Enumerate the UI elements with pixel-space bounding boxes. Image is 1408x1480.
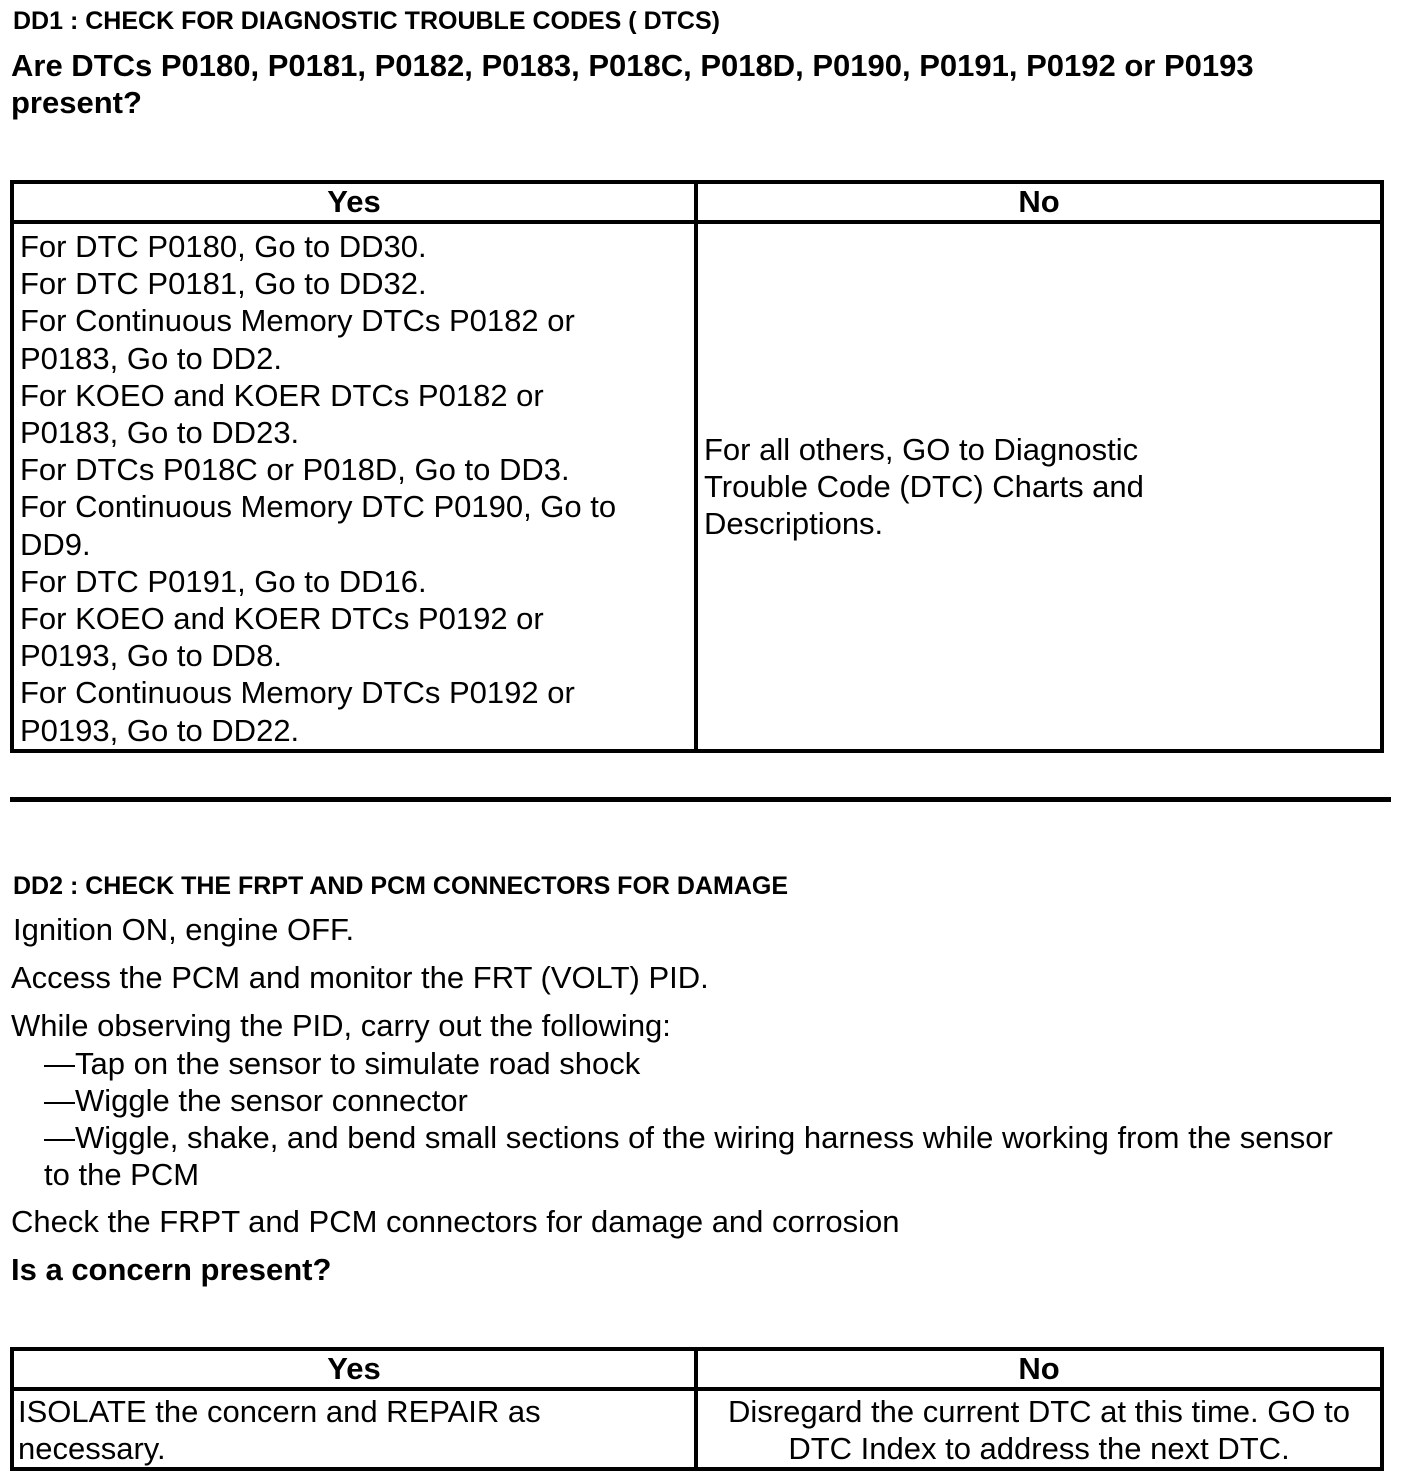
dd1-yes-line: For Continuous Memory DTCs P0192 or bbox=[20, 675, 575, 711]
dd2-bullet-item: —Wiggle the sensor connector bbox=[44, 1083, 468, 1118]
dd1-yes-line: For DTC P0181, Go to DD32. bbox=[20, 266, 427, 302]
dd1-no-cell bbox=[696, 222, 1382, 751]
dd1-yes-line: For DTC P0180, Go to DD30. bbox=[20, 229, 427, 264]
dd2-yes-no-table bbox=[10, 1347, 1384, 1471]
dd2-yes-header: Yes bbox=[12, 1349, 696, 1389]
dd1-yes-line: DD9. bbox=[20, 526, 91, 562]
dd1-question: Are DTCs P0180, P0181, P0182, P0183, P018C, P018D, P0190, P0191, P0192 or P0193 present? bbox=[11, 48, 1254, 120]
dd1-no-header: No bbox=[696, 182, 1382, 222]
dd1-step-heading: DD1 : CHECK FOR DIAGNOSTIC TROUBLE CODES ( DTCS) bbox=[13, 7, 720, 35]
dd2-yes-cell bbox=[12, 1389, 696, 1469]
dd1-yes-line: For KOEO and KOER DTCs P0182 or bbox=[20, 377, 544, 413]
dd2-no-line: DTC Index to address the next DTC. bbox=[788, 1431, 1290, 1466]
dd1-yes-line: P0193, Go to DD8. bbox=[20, 638, 282, 674]
section-divider bbox=[10, 797, 1391, 802]
dd2-bullet-item: —Tap on the sensor to simulate road shock bbox=[44, 1046, 641, 1081]
dd1-yes-cell bbox=[12, 222, 696, 751]
dd1-yes-line: P0183, Go to DD23. bbox=[20, 415, 300, 451]
dd2-instruction-check-connectors: Check the FRPT and PCM connectors for damage and corrosion bbox=[11, 1204, 900, 1239]
dd1-yes-line: P0193, Go to DD22. bbox=[20, 712, 300, 748]
dd1-yes-line: P0183, Go to DD2. bbox=[20, 340, 282, 376]
dd2-question: Is a concern present? bbox=[11, 1252, 332, 1287]
dd1-yes-line: For Continuous Memory DTCs P0182 or bbox=[20, 303, 575, 339]
dd1-no-line: Trouble Code (DTC) Charts and bbox=[704, 468, 1144, 504]
dd1-yes-line: For DTCs P018C or P018D, Go to DD3. bbox=[20, 452, 570, 488]
dd1-no-line: For all others, GO to Diagnostic bbox=[704, 431, 1139, 467]
dd2-instruction-access-pcm: Access the PCM and monitor the FRT (VOLT) PID. bbox=[11, 960, 709, 995]
dd1-yes-line: For DTC P0191, Go to DD16. bbox=[20, 563, 427, 599]
dd2-yes-line: ISOLATE the concern and REPAIR as bbox=[18, 1394, 541, 1429]
dd1-yes-no-table bbox=[10, 180, 1384, 753]
dd1-no-line: Descriptions. bbox=[704, 506, 884, 542]
dd2-yes-line: necessary. bbox=[18, 1431, 166, 1466]
dd2-no-cell bbox=[696, 1389, 1382, 1469]
dd1-yes-line: For KOEO and KOER DTCs P0192 or bbox=[20, 601, 544, 637]
dd2-step-heading: DD2 : CHECK THE FRPT AND PCM CONNECTORS FOR DAMAGE bbox=[13, 872, 789, 900]
dd1-yes-header: Yes bbox=[12, 182, 696, 222]
dd2-bullet-item: —Wiggle, shake, and bend small sections of the wiring harness while working from the sensor to the PCM bbox=[44, 1120, 1333, 1192]
dd1-yes-line: For Continuous Memory DTC P0190, Go to bbox=[20, 489, 617, 525]
dd2-no-header: No bbox=[696, 1349, 1382, 1389]
dd2-no-line: Disregard the current DTC at this time. GO to bbox=[728, 1394, 1350, 1429]
dd2-instruction-observe: While observing the PID, carry out the following: bbox=[11, 1008, 671, 1043]
dd2-instruction-ignition: Ignition ON, engine OFF. bbox=[13, 912, 355, 947]
